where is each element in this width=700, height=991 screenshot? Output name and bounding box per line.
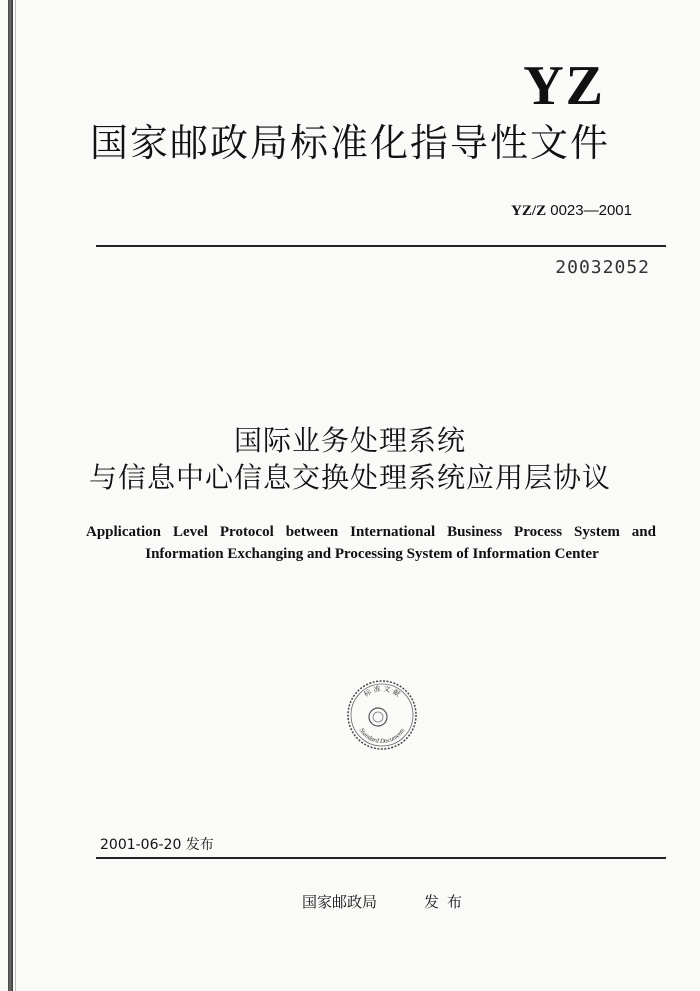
stamp-text-bottom: Standard Documents: [357, 727, 407, 746]
issue-date: 2001-06-20 发布: [100, 837, 214, 853]
publish-verb: 发布: [424, 893, 471, 911]
title-en-line-1: Application Level Protocol between International Business Process System and: [86, 524, 656, 540]
publisher: 国家邮政局: [302, 893, 378, 911]
standard-code: YZ: [523, 55, 605, 117]
library-stamp-icon: [344, 677, 420, 753]
archive-code: 20032052: [555, 257, 650, 278]
standard-number-value: 0023—2001: [550, 202, 632, 219]
svg-text:标 准 文 献: [362, 684, 402, 699]
header-rule: [96, 245, 666, 247]
stamp-text-top: 标 准 文 献: [362, 684, 402, 699]
standard-number-prefix: YZ/Z: [511, 203, 547, 219]
title-en-line-2: Information Exchanging and Processing System of Information Center: [145, 546, 599, 562]
document-type-title: 国家邮政局标准化指导性文件: [89, 121, 610, 165]
standard-number: [511, 202, 632, 220]
svg-text:Standard Documents: [358, 727, 407, 745]
title-cn-line-1: 国际业务处理系统: [233, 424, 466, 457]
title-cn-line-2: 与信息中心信息交换处理系统应用层协议: [88, 461, 611, 494]
footer-rule: [96, 857, 666, 859]
